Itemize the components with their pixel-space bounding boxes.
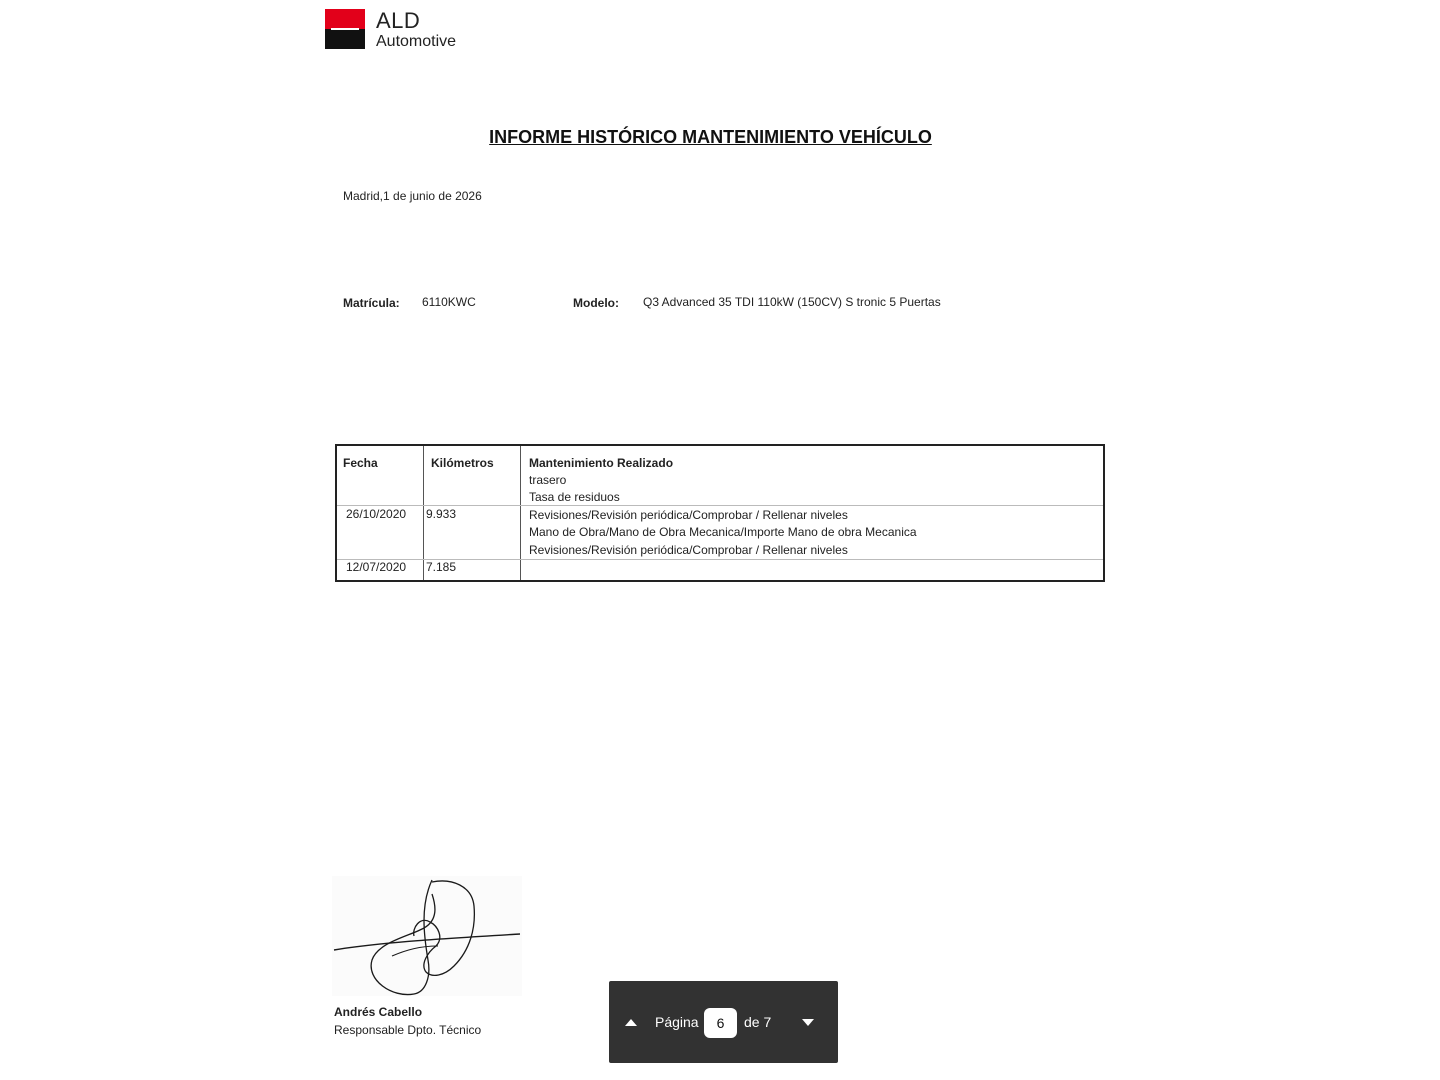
- ald-logo: [325, 9, 475, 53]
- continuation-line: Tasa de residuos: [529, 490, 620, 504]
- row-km: 9.933: [426, 507, 457, 521]
- logo-subtitle: Automotive: [376, 33, 457, 50]
- continuation-line: trasero: [529, 473, 567, 487]
- model-label: Modelo:: [573, 296, 619, 310]
- model-value: Q3 Advanced 35 TDI 110kW (150CV) S tronic 5 Puertas: [643, 295, 941, 309]
- header-fecha: Fecha: [343, 456, 378, 470]
- page-navigation-toolbar: [609, 981, 838, 1063]
- page-total: de 7: [744, 1014, 772, 1030]
- maintenance-table: [335, 444, 1105, 582]
- row-item: Revisiones/Revisión periódica/Comprobar / Rellenar niveles: [529, 543, 848, 557]
- plate-value: 6110KWC: [422, 295, 476, 309]
- header-kilometros: Kilómetros: [431, 456, 494, 470]
- row-km: 7.185: [426, 560, 457, 574]
- previous-page-button[interactable]: [617, 1008, 645, 1036]
- document-title: INFORME HISTÓRICO MANTENIMIENTO VEHÍCULO: [489, 127, 932, 147]
- signer-name: Andrés Cabello: [334, 1005, 423, 1019]
- next-page-button[interactable]: [794, 1008, 822, 1036]
- signature-image: [332, 876, 522, 996]
- row-item: Revisiones/Revisión periódica/Comprobar / Rellenar niveles: [529, 508, 848, 522]
- place-date: Madrid,1 de junio de 2026: [343, 189, 482, 203]
- logo-name: ALD: [376, 8, 421, 33]
- row-date: 26/10/2020: [346, 507, 407, 521]
- page-label: Página: [655, 1014, 699, 1030]
- row-item: Mano de Obra/Mano de Obra Mecanica/Importe Mano de obra Mecanica: [529, 525, 917, 539]
- handwritten-signature-icon: [332, 876, 522, 996]
- triangle-up-icon: [617, 1008, 645, 1036]
- signer-role: Responsable Dpto. Técnico: [334, 1023, 482, 1037]
- header-mantenimiento: Mantenimiento Realizado: [529, 456, 674, 470]
- page-number-input[interactable]: [704, 1008, 737, 1038]
- ald-logo-mark-icon: [325, 9, 365, 49]
- triangle-down-icon: [794, 1008, 822, 1036]
- plate-label: Matrícula:: [343, 296, 400, 310]
- row-date: 12/07/2020: [346, 560, 407, 574]
